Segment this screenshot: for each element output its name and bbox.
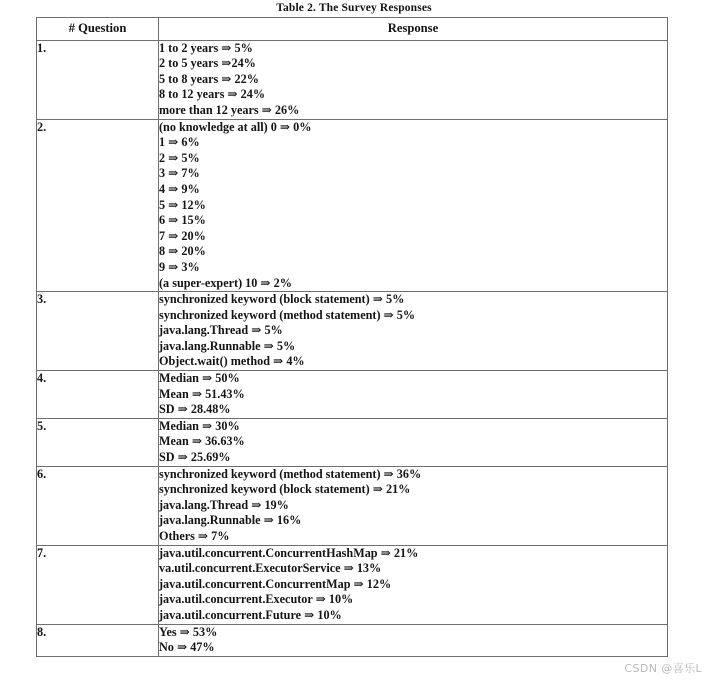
table-row [37,371,668,419]
response-line: java.lang.Runnable ⇒ 5% [159,338,296,353]
question-number-cell: 7. [37,545,159,624]
response-line: 9 ⇒ 3% [159,259,200,274]
response-line: SD ⇒ 25.69% [159,450,231,465]
question-number-cell: 5. [37,418,159,466]
response-line: java.lang.Thread ⇒ 19% [159,497,289,512]
response-line: java.util.concurrent.ConcurrentHashMap ⇒ 21% [159,545,419,560]
table-header-row [37,18,668,41]
response-line: java.lang.Thread ⇒ 5% [159,323,283,338]
question-number-cell: 1. [37,40,159,119]
column-header-response: Response [159,18,668,41]
response-line: 5 to 8 years ⇒ 22% [159,71,259,86]
response-line: 2 ⇒ 5% [159,150,200,165]
response-cell [159,466,668,545]
response-line: 2 to 5 years ⇒24% [159,56,256,71]
response-line: 7 ⇒ 20% [159,228,206,243]
response-line: synchronized keyword (method statement) ⇒ 5% [159,307,416,322]
response-line: 6 ⇒ 15% [159,213,206,228]
response-cell [159,292,668,371]
question-number-cell: 3. [37,292,159,371]
table-row [37,418,668,466]
table-header [37,18,668,41]
response-line: java.lang.Runnable ⇒ 16% [159,513,302,528]
response-line: Mean ⇒ 36.63% [159,434,245,449]
response-line: Yes ⇒ 53% [159,624,218,639]
response-line: Median ⇒ 30% [159,418,240,433]
response-line: 5 ⇒ 12% [159,197,206,212]
response-cell [159,545,668,624]
table-row [37,466,668,545]
response-line: va.util.concurrent.ExecutorService ⇒ 13% [159,561,382,576]
response-line: synchronized keyword (method statement) ⇒ 36% [159,466,422,481]
response-line: (no knowledge at all) 0 ⇒ 0% [159,119,312,134]
response-cell [159,624,668,656]
response-line: Mean ⇒ 51.43% [159,386,245,401]
response-line: synchronized keyword (block statement) ⇒ 21% [159,482,411,497]
response-line: Median ⇒ 50% [159,371,240,386]
table-body [37,40,668,656]
question-number-cell: 2. [37,119,159,292]
response-line: synchronized keyword (block statement) ⇒ 5% [159,292,405,307]
response-cell [159,371,668,419]
response-cell [159,40,668,119]
survey-responses-table [36,17,668,657]
column-header-question: # Question [37,18,159,41]
csdn-watermark: CSDN @喜乐L [624,662,702,675]
response-line: SD ⇒ 28.48% [159,402,231,417]
response-line: Others ⇒ 7% [159,529,230,543]
table-row [37,292,668,371]
response-line: java.util.concurrent.Future ⇒ 10% [159,607,342,622]
response-line: Object.wait() method ⇒ 4% [159,354,305,369]
response-line: 8 ⇒ 20% [159,244,206,259]
response-line: 1 to 2 years ⇒ 5% [159,40,253,55]
response-line: more than 12 years ⇒ 26% [159,102,300,117]
response-line: java.util.concurrent.Executor ⇒ 10% [159,592,354,607]
question-number-cell: 8. [37,624,159,656]
table-row [37,624,668,656]
response-cell [159,119,668,292]
response-line: 3 ⇒ 7% [159,166,200,181]
response-line: (a super-expert) 10 ⇒ 2% [159,275,292,290]
question-number-cell: 4. [37,371,159,419]
table-row [37,119,668,292]
table-row [37,40,668,119]
response-line: 1 ⇒ 6% [159,135,200,150]
response-line: java.util.concurrent.ConcurrentMap ⇒ 12% [159,576,392,591]
question-number-cell: 6. [37,466,159,545]
response-cell [159,418,668,466]
response-line: 8 to 12 years ⇒ 24% [159,87,266,102]
table-caption: Table 2. The Survey Responses [276,2,432,14]
table-row [37,545,668,624]
response-line: 4 ⇒ 9% [159,181,200,196]
response-line: No ⇒ 47% [159,640,215,655]
